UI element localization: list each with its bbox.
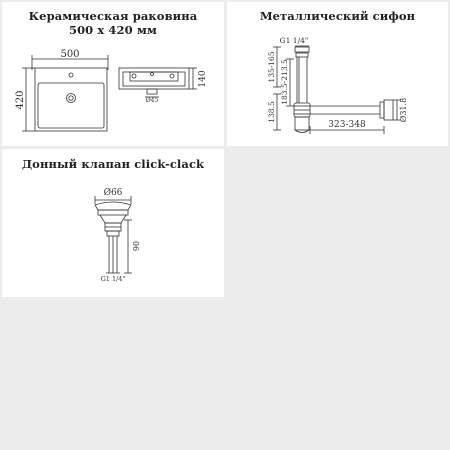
basin-drawing (2, 2, 224, 146)
valve-title: Донный клапан click-clack (21, 157, 205, 171)
siphon-middle-label: 183.5-213.5 (280, 59, 289, 105)
basin-width-label: 500 (60, 49, 80, 60)
valve-thread-label: G1 1/4" (100, 275, 126, 283)
valve-diameter-label: Ø66 (103, 188, 123, 198)
siphon-upper-label: 135-165 (267, 51, 276, 83)
basin-title: Керамическая раковина (28, 9, 198, 23)
siphon-lower-label: 138.5 (267, 101, 276, 123)
valve-panel (2, 149, 224, 297)
basin-panel (2, 2, 224, 146)
basin-height-label: 140 (198, 70, 208, 88)
siphon-thread-label: G1 1/4" (279, 36, 309, 45)
siphon-title: Металлический сифон (259, 9, 416, 23)
siphon-length-label: 323-348 (328, 120, 366, 130)
valve-height-label: 90 (132, 240, 141, 252)
siphon-panel (227, 2, 448, 146)
basin-depth-label: 420 (15, 90, 26, 110)
basin-subtitle: 500 х 420 мм (68, 23, 158, 37)
valve-drawing (2, 149, 224, 297)
basin-hole-label: Ø45 (145, 97, 159, 104)
siphon-drawing (227, 2, 448, 146)
siphon-diameter-label: Ø31.8 (399, 97, 408, 123)
